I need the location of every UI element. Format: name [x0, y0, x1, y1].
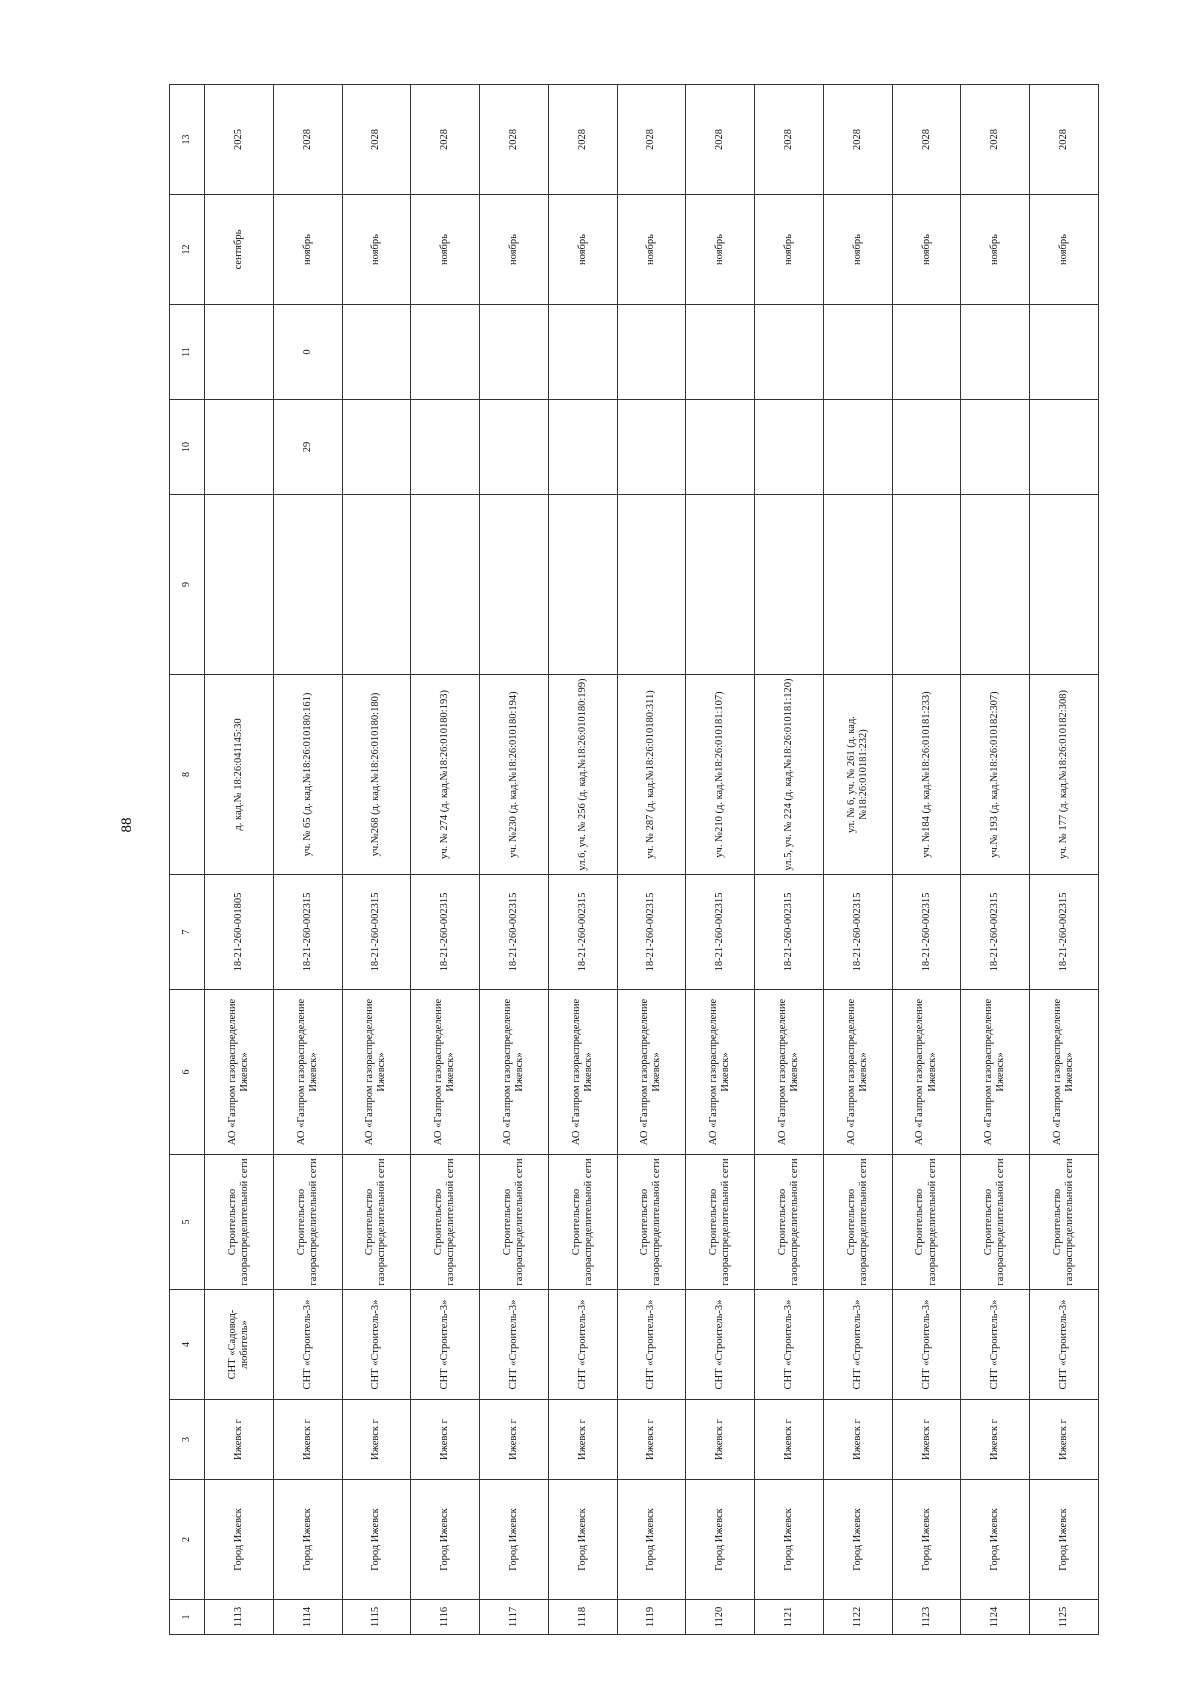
table-cell: ноябрь [755, 195, 824, 305]
table-cell: 18-21-260-002315 [686, 875, 755, 990]
table-cell: АО «Газпром газораспределение Ижевск» [1030, 990, 1099, 1155]
table-cell [480, 400, 549, 495]
table-row [686, 85, 755, 1635]
table-cell: 2028 [480, 85, 549, 195]
table-cell: АО «Газпром газораспределение Ижевск» [892, 990, 961, 1155]
table-cell: уч. № 177 (д. кад.№18:26:010182:308) [1030, 675, 1099, 875]
table-row [480, 85, 549, 1635]
table-cell [342, 495, 411, 675]
table-row [273, 85, 342, 1635]
table-cell: 18-21-260-002315 [755, 875, 824, 990]
table-cell: СНТ «Строитель-3» [686, 1290, 755, 1400]
table-cell: Город Ижевск [480, 1480, 549, 1600]
table-cell: АО «Газпром газораспределение Ижевск» [961, 990, 1030, 1155]
table-cell [961, 400, 1030, 495]
table-cell: ул. № 6, уч. № 261 (д. кад.№18:26:010181:232) [823, 675, 892, 875]
table-cell: Ижевск г [342, 1400, 411, 1480]
table-cell: уч. № 287 (д. кад.№18:26:010180:311) [617, 675, 686, 875]
table-row [411, 85, 480, 1635]
table-cell [342, 305, 411, 400]
table-cell: 2028 [961, 85, 1030, 195]
data-table [169, 84, 1099, 1635]
table-cell: 1113 [205, 1600, 274, 1635]
table-row [617, 85, 686, 1635]
table-cell [961, 305, 1030, 400]
table-cell [1030, 400, 1099, 495]
table-cell: ноябрь [480, 195, 549, 305]
table-cell [892, 400, 961, 495]
table-cell: 1121 [755, 1600, 824, 1635]
table-cell [686, 400, 755, 495]
table-cell: 2028 [755, 85, 824, 195]
table-cell: 18-21-260-001805 [205, 875, 274, 990]
table-cell: уч. №210 (д. кад.№18:26:010181:107) [686, 675, 755, 875]
table-row [342, 85, 411, 1635]
table-cell: АО «Газпром газораспределение Ижевск» [411, 990, 480, 1155]
table-cell: СНТ «Строитель-3» [548, 1290, 617, 1400]
table-cell: 18-21-260-002315 [617, 875, 686, 990]
column-header: 5 [170, 1155, 205, 1290]
page-number: 88 [119, 817, 135, 833]
table-cell [411, 305, 480, 400]
table-cell: ноябрь [548, 195, 617, 305]
table-cell: СНТ «Строитель-3» [755, 1290, 824, 1400]
table-cell [548, 305, 617, 400]
table-cell: 1122 [823, 1600, 892, 1635]
table-cell [823, 305, 892, 400]
table-cell: 1118 [548, 1600, 617, 1635]
table-cell: ноябрь [617, 195, 686, 305]
table-cell: Ижевск г [205, 1400, 274, 1480]
table-row [961, 85, 1030, 1635]
table-cell [686, 495, 755, 675]
table-cell: уч.№268 (д. кад.№18:26:010180:180) [342, 675, 411, 875]
table-cell: 18-21-260-002315 [411, 875, 480, 990]
table-cell: ноябрь [273, 195, 342, 305]
table-cell: уч. №230 (д. кад.№18:26:010180:194) [480, 675, 549, 875]
table-cell: 29 [273, 400, 342, 495]
column-header: 6 [170, 990, 205, 1155]
table-cell: 2028 [617, 85, 686, 195]
table-cell [480, 495, 549, 675]
table-cell: Строительство газораспределительной сети [686, 1155, 755, 1290]
table-cell: уч. №184 (д. кад.№18:26:010181:233) [892, 675, 961, 875]
table-cell: СНТ «Строитель-3» [411, 1290, 480, 1400]
table-cell [892, 305, 961, 400]
table-cell: Строительство газораспределительной сети [273, 1155, 342, 1290]
table-cell: 2028 [411, 85, 480, 195]
table-cell: 18-21-260-002315 [273, 875, 342, 990]
table-cell [617, 305, 686, 400]
table-cell: Ижевск г [755, 1400, 824, 1480]
table-cell: ул.5, уч. № 224 (д. кад.№18:26:010181:120) [755, 675, 824, 875]
column-header: 2 [170, 1480, 205, 1600]
table-cell [205, 305, 274, 400]
table-cell: д. кад.№ 18:26:041145:30 [205, 675, 274, 875]
table-cell: 2025 [205, 85, 274, 195]
table-cell: 18-21-260-002315 [892, 875, 961, 990]
table-cell: Строительство газораспределительной сети [617, 1155, 686, 1290]
table-cell: Ижевск г [617, 1400, 686, 1480]
table-row [823, 85, 892, 1635]
table-cell: СНТ «Строитель-3» [617, 1290, 686, 1400]
table-cell: ноябрь [961, 195, 1030, 305]
table-cell: Ижевск г [273, 1400, 342, 1480]
table-cell: уч. № 274 (д. кад.№18:26:010180:193) [411, 675, 480, 875]
table-cell: Город Ижевск [823, 1480, 892, 1600]
column-header: 10 [170, 400, 205, 495]
table-cell: Строительство газораспределительной сети [892, 1155, 961, 1290]
table-cell: СНТ «Строитель-3» [342, 1290, 411, 1400]
table-cell [892, 495, 961, 675]
column-header: 4 [170, 1290, 205, 1400]
table-cell: 2028 [892, 85, 961, 195]
table-cell [755, 495, 824, 675]
table-cell: СНТ «Строитель-3» [961, 1290, 1030, 1400]
table-cell: Город Ижевск [411, 1480, 480, 1600]
table-cell: Строительство газораспределительной сети [823, 1155, 892, 1290]
table-cell: Город Ижевск [617, 1480, 686, 1600]
table-row [755, 85, 824, 1635]
table-cell [823, 400, 892, 495]
table-cell [480, 305, 549, 400]
table-cell: Город Ижевск [342, 1480, 411, 1600]
column-header: 12 [170, 195, 205, 305]
table-cell: Строительство газораспределительной сети [480, 1155, 549, 1290]
table-cell: СНТ «Садовод-любитель» [205, 1290, 274, 1400]
table-cell: СНТ «Строитель-3» [273, 1290, 342, 1400]
column-header: 7 [170, 875, 205, 990]
table-cell [548, 495, 617, 675]
table-cell: 2028 [342, 85, 411, 195]
table-cell: сентябрь [205, 195, 274, 305]
table-cell: 1115 [342, 1600, 411, 1635]
table-cell [205, 495, 274, 675]
table-cell [686, 305, 755, 400]
table-cell: 1123 [892, 1600, 961, 1635]
table-cell: 1114 [273, 1600, 342, 1635]
header-row [170, 85, 205, 1635]
table-cell: 1117 [480, 1600, 549, 1635]
table-cell: АО «Газпром газораспределение Ижевск» [480, 990, 549, 1155]
table-cell [823, 495, 892, 675]
table-cell: Строительство газораспределительной сети [961, 1155, 1030, 1290]
table-row [205, 85, 274, 1635]
table-cell [755, 400, 824, 495]
table-cell: Город Ижевск [205, 1480, 274, 1600]
table-cell: 18-21-260-002315 [548, 875, 617, 990]
table-cell [342, 400, 411, 495]
table-cell: Город Ижевск [548, 1480, 617, 1600]
table-cell [411, 495, 480, 675]
table-cell: 18-21-260-002315 [1030, 875, 1099, 990]
table-cell: Строительство газораспределительной сети [411, 1155, 480, 1290]
table-cell: 2028 [823, 85, 892, 195]
table-cell: ноябрь [892, 195, 961, 305]
table-cell: Ижевск г [1030, 1400, 1099, 1480]
table-cell [755, 305, 824, 400]
table-cell: АО «Газпром газораспределение Ижевск» [273, 990, 342, 1155]
rotated-table-container [169, 85, 1099, 1635]
table-cell: Ижевск г [411, 1400, 480, 1480]
table-cell: Строительство газораспределительной сети [1030, 1155, 1099, 1290]
table-header [170, 85, 205, 1635]
table-cell: 2028 [1030, 85, 1099, 195]
table-cell: АО «Газпром газораспределение Ижевск» [755, 990, 824, 1155]
column-header: 3 [170, 1400, 205, 1480]
table-cell: 18-21-260-002315 [823, 875, 892, 990]
table-cell: Ижевск г [961, 1400, 1030, 1480]
table-cell: ул.6, уч. № 256 (д. кад.№18:26:010180:199) [548, 675, 617, 875]
table-cell: ноябрь [1030, 195, 1099, 305]
table-cell: СНТ «Строитель-3» [823, 1290, 892, 1400]
column-header: 11 [170, 305, 205, 400]
table-cell: ноябрь [823, 195, 892, 305]
table-cell: Город Ижевск [686, 1480, 755, 1600]
table-cell: Город Ижевск [1030, 1480, 1099, 1600]
table-cell: 0 [273, 305, 342, 400]
table-cell: 1125 [1030, 1600, 1099, 1635]
table-cell: АО «Газпром газораспределение Ижевск» [686, 990, 755, 1155]
table-cell: 2028 [273, 85, 342, 195]
table-cell: 2028 [548, 85, 617, 195]
table-cell [205, 400, 274, 495]
table-cell: Ижевск г [480, 1400, 549, 1480]
table-cell [617, 400, 686, 495]
table-cell: СНТ «Строитель-3» [892, 1290, 961, 1400]
table-cell: Ижевск г [548, 1400, 617, 1480]
table-cell [548, 400, 617, 495]
table-cell: 18-21-260-002315 [342, 875, 411, 990]
column-header: 1 [170, 1600, 205, 1635]
table-cell [617, 495, 686, 675]
table-cell [1030, 495, 1099, 675]
column-header: 13 [170, 85, 205, 195]
table-cell: уч.№ 193 (д. кад.№18:26:010182:307) [961, 675, 1030, 875]
table-cell: АО «Газпром газораспределение Ижевск» [205, 990, 274, 1155]
table-cell: ноябрь [342, 195, 411, 305]
table-cell [411, 400, 480, 495]
table-cell: Ижевск г [823, 1400, 892, 1480]
table-cell: 18-21-260-002315 [480, 875, 549, 990]
table-cell: Строительство газораспределительной сети [342, 1155, 411, 1290]
table-cell [273, 495, 342, 675]
table-cell: Ижевск г [892, 1400, 961, 1480]
table-cell: АО «Газпром газораспределение Ижевск» [548, 990, 617, 1155]
table-cell: 1116 [411, 1600, 480, 1635]
column-header: 9 [170, 495, 205, 675]
table-row [548, 85, 617, 1635]
table-cell: Город Ижевск [755, 1480, 824, 1600]
table-cell: АО «Газпром газораспределение Ижевск» [823, 990, 892, 1155]
table-row [892, 85, 961, 1635]
table-cell: АО «Газпром газораспределение Ижевск» [342, 990, 411, 1155]
table-cell: уч. № 65 (д. кад.№18:26:010180:161) [273, 675, 342, 875]
table-cell: Ижевск г [686, 1400, 755, 1480]
table-cell: Строительство газораспределительной сети [548, 1155, 617, 1290]
table-cell: СНТ «Строитель-3» [1030, 1290, 1099, 1400]
table-cell: 18-21-260-002315 [961, 875, 1030, 990]
table-cell: Город Ижевск [892, 1480, 961, 1600]
table-cell [961, 495, 1030, 675]
table-row [1030, 85, 1099, 1635]
table-cell: 1124 [961, 1600, 1030, 1635]
table-body [205, 85, 1099, 1635]
table-cell [1030, 305, 1099, 400]
table-cell: Строительство газораспределительной сети [755, 1155, 824, 1290]
table-cell: АО «Газпром газораспределение Ижевск» [617, 990, 686, 1155]
table-cell: Строительство газораспределительной сети [205, 1155, 274, 1290]
table-cell: СНТ «Строитель-3» [480, 1290, 549, 1400]
table-cell: 1119 [617, 1600, 686, 1635]
table-cell: ноябрь [411, 195, 480, 305]
table-cell: ноябрь [686, 195, 755, 305]
table-cell: 2028 [686, 85, 755, 195]
column-header: 8 [170, 675, 205, 875]
table-cell: Город Ижевск [961, 1480, 1030, 1600]
table-cell: Город Ижевск [273, 1480, 342, 1600]
table-cell: 1120 [686, 1600, 755, 1635]
